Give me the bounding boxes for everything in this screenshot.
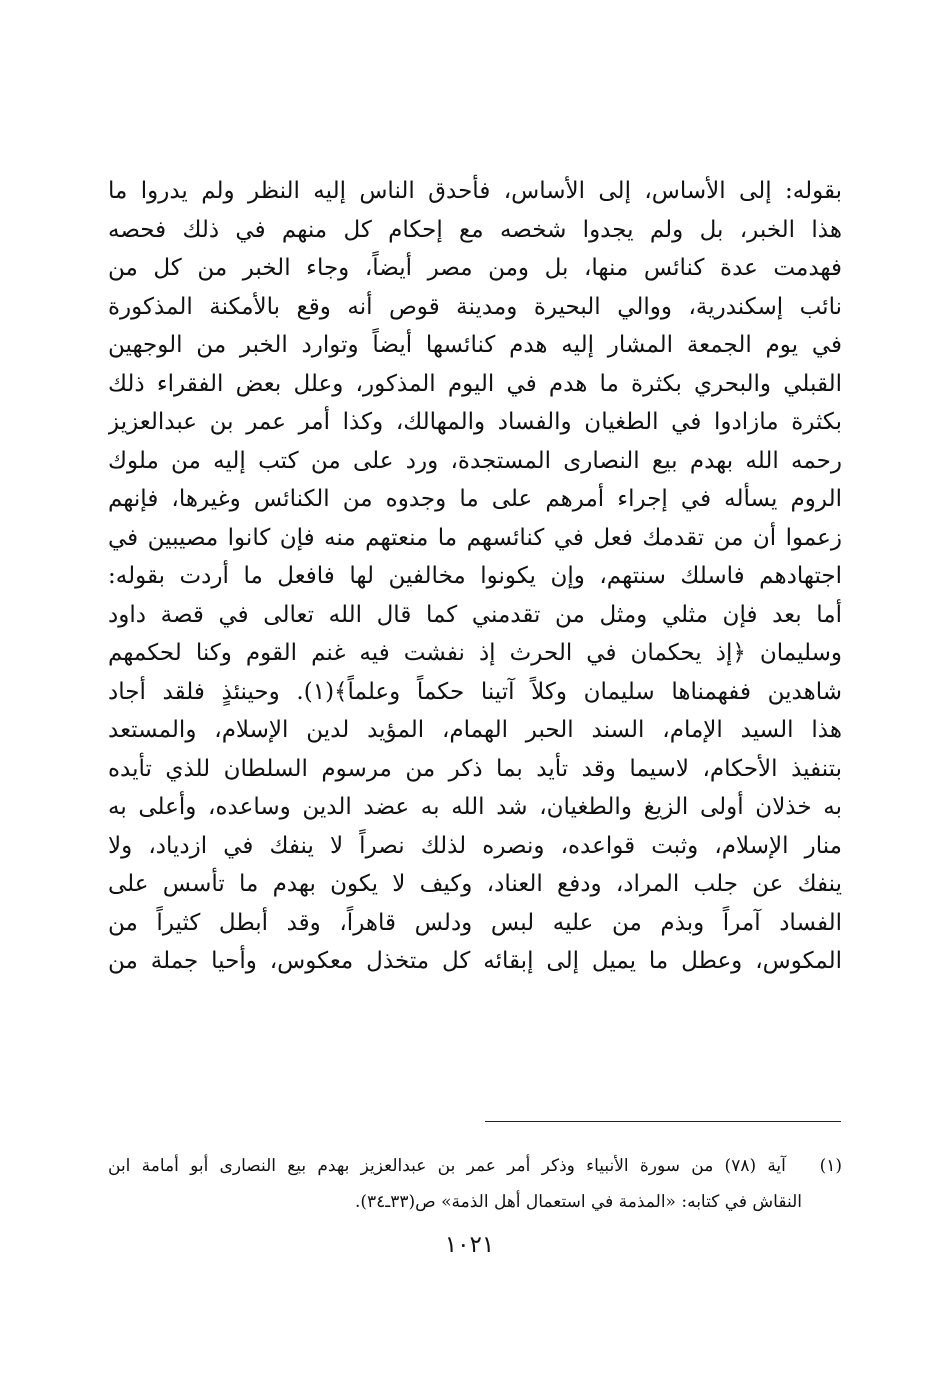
text-line: فهدمت عدة كنائس منها، بل ومن مصر أيضاً، وجاء الخبر من كل من: [108, 255, 842, 281]
text-line: بتنفيذ الأحكام، لاسيما وقد تأيد بما ذكر من مرسوم السلطان للذي تأيده: [108, 755, 842, 782]
text-line: بكثرة مازادوا في الطغيان والفساد والمهالك، وكذا أمر عمر بن عبدالعزيز: [108, 409, 842, 435]
text-line: زعموا أن من تقدمك فعل في كنائسهم ما منعتهم منه فإن كانوا مصيبين في: [108, 524, 842, 551]
main-text: [108, 172, 842, 981]
text-line: هذا السيد الإمام، السند الحبر الهمام، المؤيد لدين الإسلام، والمستعد: [108, 717, 842, 743]
text-line: القبلي والبحري بكثرة ما هدم في اليوم المذكور، وعلل بعض الفقراء ذلك: [108, 370, 842, 397]
page-number: ١٠٢١: [444, 1232, 495, 1258]
text-line: اجتهادهم فاسلك سنتهم، وإن يكونوا مخالفين لها فافعل ما أردت بقوله:: [108, 563, 842, 589]
text-line: ينفك عن جلب المراد، ودفع العناد، وكيف لا يكون بهدم ما تأسس على: [108, 871, 842, 897]
text-line: نائب إسكندرية، ووالي البحيرة ومدينة قوص أنه وقع بالأمكنة المذكورة: [108, 293, 842, 320]
footnote-divider: [485, 1121, 841, 1122]
text-line: بقوله: إلى الأساس، إلى الأساس، فأحدق الناس إليه النظر ولم يدروا ما: [108, 178, 842, 204]
text-line: وسليمان ﴿إذ يحكمان في الحرث إذ نفشت فيه غنم القوم وكنا لحكمهم: [108, 640, 842, 666]
text-line: الروم يسأله في إجراء أمرهم على ما وجدوه من الكنائس وغيرها، فإنهم: [108, 486, 842, 512]
footnote-marker: (١): [819, 1156, 842, 1176]
text-line: المكوس، وعطل ما يميل إلى إبقائه كل متخذل معكوس، وأحيا جملة من: [108, 948, 842, 974]
text-line: هذا الخبر، بل ولم يجدوا شخصه مع إحكام كل منهم في ذلك فحصه: [108, 216, 842, 243]
text-line: به خذلان أولى الزيغ والطغيان، شد الله به عضد الدين وساعده، وأعلى به: [108, 794, 842, 820]
footnote-line-1: [108, 1148, 842, 1184]
text-line: رحمه الله بهدم بيع النصارى المستجدة، ورد على من كتب إليه من ملوك: [108, 447, 842, 474]
text-line: منار الإسلام، وثبت قواعده، ونصره لذلك نصراً لا ينفك في ازدياد، ولا: [108, 832, 842, 859]
footnote-text: آية (٧٨) من سورة الأنبياء وذكر أمر عمر بن عبدالعزيز بهدم بيع النصارى أبو أمامة ابن: [108, 1156, 786, 1176]
footnote: [108, 1148, 842, 1220]
text-line: أما بعد فإن مثلي ومثل من تقدمني كما قال الله تعالى في قصة داود: [108, 601, 842, 628]
footnote-line-2: النقاش في كتابه: «المذمة في استعمال أهل الذمة» ص(٣٣ـ٣٤).: [354, 1192, 802, 1212]
text-line: شاهدين ففهمناها سليمان وكلاً آتينا حكماً وعلماً﴾(١). وحينئذٍ فلقد أجاد: [108, 678, 842, 705]
text-line: الفساد آمراً وبذم من عليه لبس ودلس قاهراً، وقد أبطل كثيراً من: [108, 909, 842, 936]
text-line: في يوم الجمعة المشار إليه هدم كنائسها أيضاً وتوارد الخبر من الوجهين: [108, 332, 842, 358]
